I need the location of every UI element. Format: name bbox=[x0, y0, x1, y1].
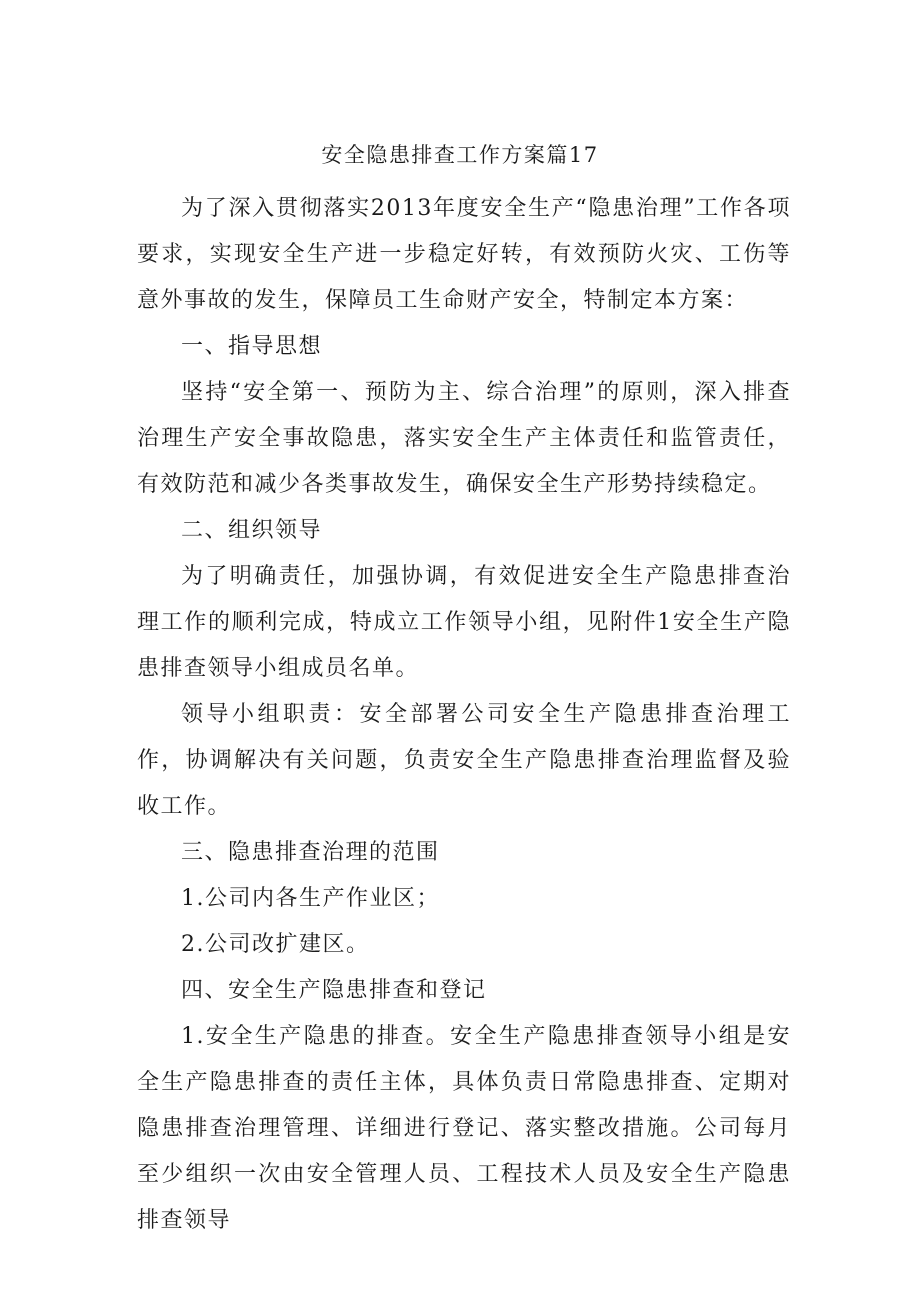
paragraph-intro: 为了深入贯彻落实2013年度安全生产“隐患治理”工作各项要求，实现安全生产进一步稳定好转，有效预防火灾、工伤等意外事故的发生，保障员工生命财产安全，特制定本方案： bbox=[137, 196, 791, 313]
document-body bbox=[137, 186, 791, 1244]
list-item-scope-1: 1.公司内各生产作业区； bbox=[181, 886, 440, 911]
document-title: 安全隐患排查工作方案篇17 bbox=[321, 143, 599, 167]
section-heading-2: 二、组织领导 bbox=[181, 518, 323, 543]
section-heading-4: 四、安全生产隐患排查和登记 bbox=[181, 978, 487, 1003]
paragraph-organization: 为了明确责任，加强协调，有效促进安全生产隐患排查治理工作的顺利完成，特成立工作领导小组，见附件1安全生产隐患排查领导小组成员名单。 bbox=[137, 564, 791, 681]
paragraph-guiding-thought: 坚持“安全第一、预防为主、综合治理”的原则，深入排查治理生产安全事故隐患，落实安全生产主体责任和监管责任，有效防范和减少各类事故发生，确保安全生产形势持续稳定。 bbox=[137, 380, 791, 497]
section-heading-1: 一、指导思想 bbox=[181, 334, 323, 359]
section-heading-3: 三、隐患排查治理的范围 bbox=[181, 840, 440, 865]
list-item-scope-2: 2.公司改扩建区。 bbox=[181, 932, 370, 957]
paragraph-leader-duties: 领导小组职责：安全部署公司安全生产隐患排查治理工作，协调解决有关问题，负责安全生产隐患排查治理监督及验收工作。 bbox=[137, 702, 791, 819]
paragraph-inspection: 1.安全生产隐患的排查。安全生产隐患排查领导小组是安全生产隐患排查的责任主体，具体负责日常隐患排查、定期对隐患排查治理管理、详细进行登记、落实整改措施。公司每月至少组织一次由安全管理人员、工程技术人员及安全生产隐患排查领导 bbox=[137, 1024, 791, 1233]
